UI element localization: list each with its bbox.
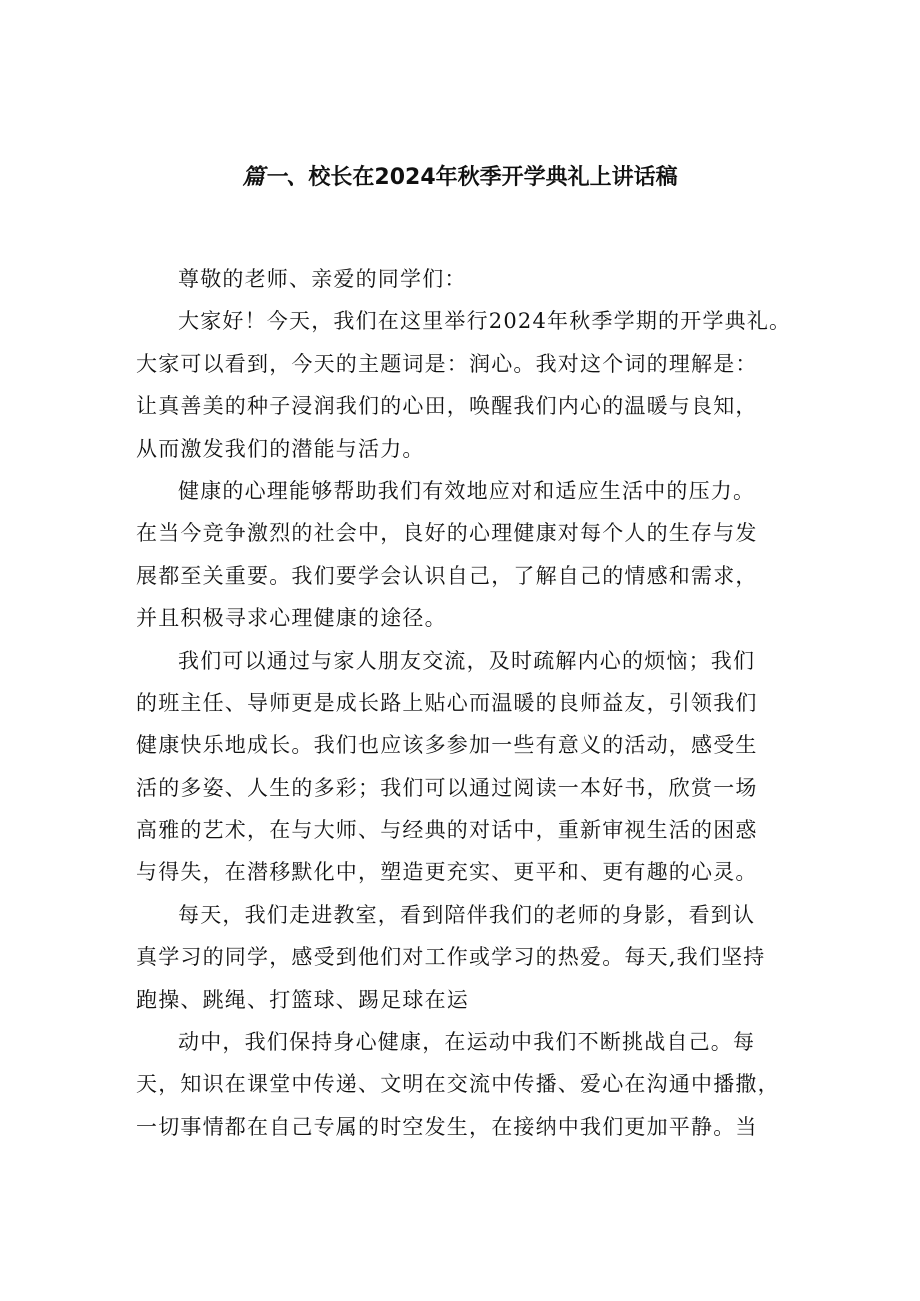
text-line: 真学习的同学，感受到他们对工作或学习的热爱。每天,我们坚持 <box>136 945 766 970</box>
text-line: 大家可以看到，今天的主题词是：润心。我对这个词的理解是： <box>136 351 758 376</box>
text-line: 天，知识在课堂中传递、文明在交流中传播、爱心在沟通中播撒， <box>136 1072 780 1097</box>
title-prefix: 篇一、 <box>242 165 309 190</box>
text-line: 大家好！今天，我们在这里举行2024年秋季学期的开学典礼。 <box>178 309 792 334</box>
text-line: 从而激发我们的潜能与活力。 <box>136 436 425 461</box>
text-line: 一切事情都在自己专属的时空发生，在接纳中我们更加平静。当 <box>136 1114 758 1139</box>
text-line: 活的多姿、人生的多彩；我们可以通过阅读一本好书，欣赏一场 <box>136 775 758 800</box>
text-line: 跑操、跳绳、打篮球、踢足球在运 <box>136 987 469 1012</box>
text-line: 高雅的艺术，在与大师、与经典的对话中，重新审视生活的困惑 <box>136 818 758 843</box>
title-main: 校长在2024年秋季开学典礼上讲话稿 <box>308 165 678 190</box>
text-line: 每天，我们走进教室，看到陪伴我们的老师的身影，看到认 <box>178 902 756 927</box>
text-line: 展都至关重要。我们要学会认识自己，了解自己的情感和需求， <box>136 563 758 588</box>
text-line: 健康的心理能够帮助我们有效地应对和适应生活中的压力。 <box>178 478 756 503</box>
text-line: 我们可以通过与家人朋友交流，及时疏解内心的烦恼；我们 <box>178 648 756 673</box>
text-line: 在当今竞争激烈的社会中，良好的心理健康对每个人的生存与发 <box>136 521 758 546</box>
text-line: 让真善美的种子浸润我们的心田，唤醒我们内心的温暖与良知， <box>136 394 758 419</box>
text-line: 并且积极寻求心理健康的途径。 <box>136 606 447 631</box>
text-line: 的班主任、导师更是成长路上贴心而温暖的良师益友，引领我们 <box>136 690 758 715</box>
text-line: 尊敬的老师、亲爱的同学们： <box>178 267 467 291</box>
text-line: 动中，我们保持身心健康，在运动中我们不断挑战自己。每 <box>178 1030 756 1055</box>
document-body <box>136 258 796 1148</box>
text-line: 与得失，在潜移默化中，塑造更充实、更平和、更有趣的心灵。 <box>136 860 758 885</box>
document-title <box>0 160 920 191</box>
text-line: 健康快乐地成长。我们也应该多参加一些有意义的活动，感受生 <box>136 733 758 758</box>
